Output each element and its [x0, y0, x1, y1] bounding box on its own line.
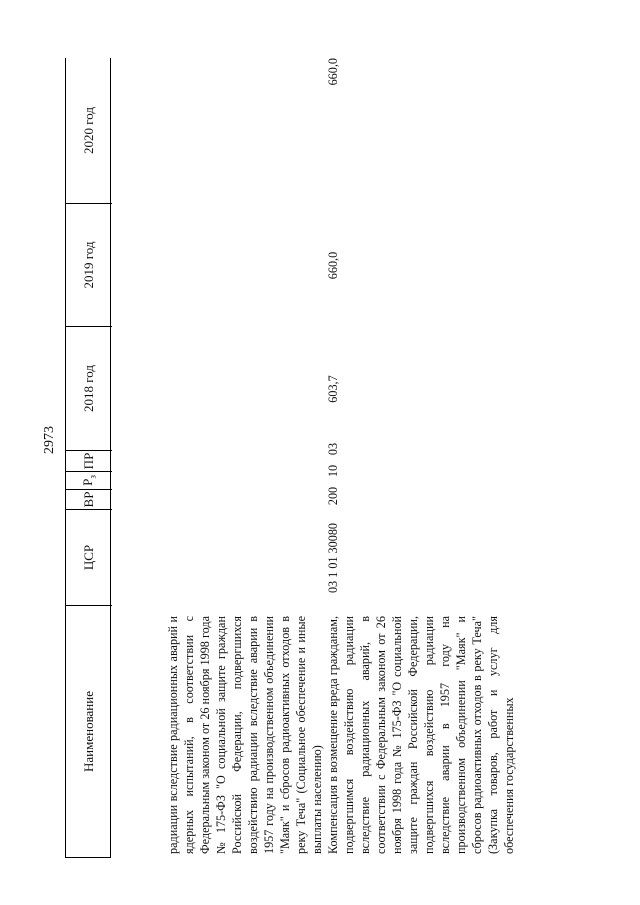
header-rz-label: $Р_з$: [80, 475, 98, 486]
header-2018: 2018 год: [66, 326, 112, 450]
row-csr: 03 1 01 30080: [326, 522, 340, 594]
header-csr: ЦСР: [66, 509, 112, 605]
header-rz: [66, 471, 112, 489]
header-2020: 2020 год: [66, 58, 112, 203]
row-2018: 603,7: [326, 375, 340, 403]
header-pr: ПР: [66, 450, 112, 471]
row-2020: 660,0: [326, 58, 340, 86]
header-vr: ВР: [66, 489, 112, 509]
table-row: [325, 58, 605, 858]
row-name: [115, 616, 325, 854]
row-vr: 200: [326, 486, 340, 506]
row-name: Компенсация в возмещение вреда гражданам, подвергшимся воздействию радиации вследствие радиационных аварий, в соответствии с Федеральным законом от 26 ноября 1998 года № 175-ФЗ "О социальной защите граждан Российской Федерации, подвергшихся воздействию радиации вследствие аварии в 1957 году на производственном объединении "Маяк" и сбросов радиоактивных отходов в реку Теча" (Закупка товаров, работ и услуг для обеспечения государственных: [326, 616, 516, 854]
row-2019: 660,0: [326, 251, 340, 280]
header-name: Наименование: [66, 605, 112, 857]
table-header: [65, 58, 111, 858]
budget-table: [65, 58, 605, 858]
table-rotated-content: [65, 58, 605, 858]
row-rz: 10: [326, 464, 340, 478]
row-name-text: радиации вследствие радиационных аварий и ядерных испытаний, в соответствии с Федеральным законом от 26 ноября 1998 года № 175-ФЗ "О социальной защите граждан Российской Федерации, подвергшихся воздействию радиации вследствие аварии в 1957 году на производственном объединении "Маяк" и сбросов радиоактивных отходов в реку Теча" (Социальное обеспечение и иные выплаты населению): [166, 616, 324, 854]
row-pr: 03: [326, 442, 340, 456]
header-rz-subscript: з: [87, 475, 98, 479]
page-number: 2973: [42, 426, 57, 454]
header-2019: 2019 год: [66, 203, 112, 326]
